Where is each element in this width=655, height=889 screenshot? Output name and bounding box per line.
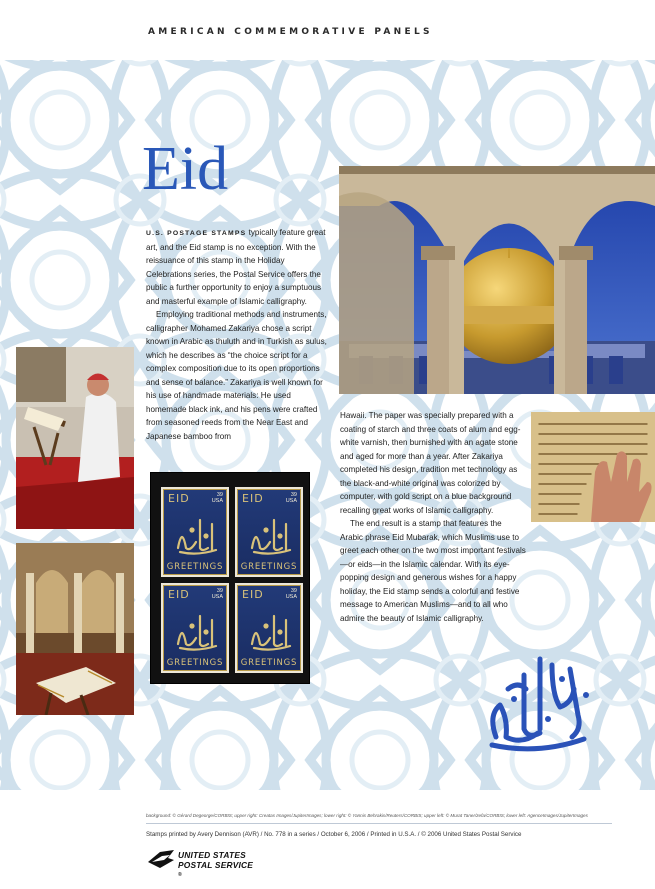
usps-line2-text: POSTAL SERVICE: [178, 860, 254, 870]
stamp-country: USA: [211, 594, 223, 600]
footer-divider: [146, 823, 612, 824]
stamp-greeting: GREETINGS: [240, 562, 298, 572]
print-info: Stamps printed by Avery Dennison (AVR) / No. 778 in a series / October 6, 2006 / Printed in U.S.A. / © 2006 United States Postal Service: [146, 831, 522, 838]
body-paragraph-2: Employing traditional methods and instruments, calligrapher Mohamed Zakariya chose a script known in Arabic as thuluth and in Turkish as sulus, which he describes as “the choice script for a complex composition due to its open proportions and sense of balance.” Zakariya is well known for his use of handmade materials: He used homemade black ink, and his pens were crafted from seasoned reeds from the Near East and Japanese bamboo from: [146, 310, 327, 441]
stamp-pane: [150, 472, 310, 684]
stamp-denomination: [212, 492, 223, 504]
page-title: Eid: [142, 135, 229, 203]
man-reading-quran-photo: [16, 347, 134, 529]
mosque-interior-photo: [16, 543, 134, 715]
stamp-value: 39: [290, 588, 297, 594]
calligraphy-icon: [246, 512, 296, 556]
stamp-eid-label: EID: [242, 588, 264, 601]
usps-line2: [178, 860, 253, 882]
body-column-left: [146, 226, 330, 443]
usps-logo: [146, 848, 286, 878]
stamp-value: 39: [290, 492, 297, 498]
eagle-icon: [146, 848, 176, 872]
eid-stamp: [235, 487, 303, 577]
stamp-denomination: [286, 588, 297, 600]
stamp-greeting: GREETINGS: [240, 658, 298, 668]
stamp-greeting: GREETINGS: [166, 658, 224, 668]
stamp-value: 39: [216, 492, 223, 498]
series-header: AMERICAN COMMEMORATIVE PANELS: [148, 27, 433, 37]
stamp-denomination: [286, 492, 297, 504]
hand-on-manuscript-photo: [531, 412, 655, 522]
stamp-country: USA: [285, 594, 297, 600]
lead-in: U.S. POSTAGE STAMPS: [146, 230, 247, 237]
registered-mark: ®: [178, 872, 182, 878]
dome-of-the-rock-photo: [339, 166, 655, 394]
stamp-country: USA: [285, 498, 297, 504]
eid-stamp: [161, 487, 229, 577]
usps-line1: UNITED STATES: [178, 850, 246, 860]
stamp-greeting: GREETINGS: [166, 562, 224, 572]
eid-stamp: [235, 583, 303, 673]
stamp-eid-label: EID: [168, 492, 190, 505]
photo-credits: background: © Gérard Degeorge/CORBIS; upper right: Creatas Images/JupiterImages; lower right: © Yannis Behrakis/Reuters/CORBIS; upper left: © Murat Taner/zefa/CORBIS; lower left: AgenceImages/JupiterImages: [146, 813, 588, 818]
body-paragraph-1: [146, 226, 330, 308]
paragraph-text: typically feature great art, and the Eid stamp is no exception. With the reissuance of this stamp in the Holiday Celebrations series, the Postal Service offers the public a further opportunity to enjoy a sumptuous and masterful example of Islamic calligraphy.: [146, 228, 326, 306]
eid-mubarak-calligraphy-icon: [478, 645, 598, 755]
stamp-denomination: [212, 588, 223, 600]
body-paragraph-4: The end result is a stamp that features the Arabic phrase Eid Mubarak, which Muslims use to greet each other on the two most important festivals—or eids—in the Islamic calendar. With its eye-popping design and generous wishes for a happy holiday, the Eid stamp sends a colorful and festive message to American Muslims—and to all who admire the beauty of Islamic calligraphy.: [340, 519, 526, 623]
calligraphy-icon: [172, 608, 222, 652]
stamp-eid-label: EID: [168, 588, 190, 601]
body-paragraph-3: Hawaii. The paper was specially prepared with a coating of starch and three coats of alum and egg-white varnish, then burnished with an agate stone and aged for more than a year. After Zakariya completed his design, tradition met technology as the black-and-white original was colorized by computer, with gold script on a blue background recalling great works of Islamic calligraphy.: [340, 411, 521, 515]
stamp-eid-label: EID: [242, 492, 264, 505]
stamp-country: USA: [211, 498, 223, 504]
body-column-right: [340, 409, 526, 625]
calligraphy-icon: [172, 512, 222, 556]
stamp-value: 39: [216, 588, 223, 594]
eid-stamp: [161, 583, 229, 673]
calligraphy-icon: [246, 608, 296, 652]
usps-wordmark: [178, 850, 253, 882]
